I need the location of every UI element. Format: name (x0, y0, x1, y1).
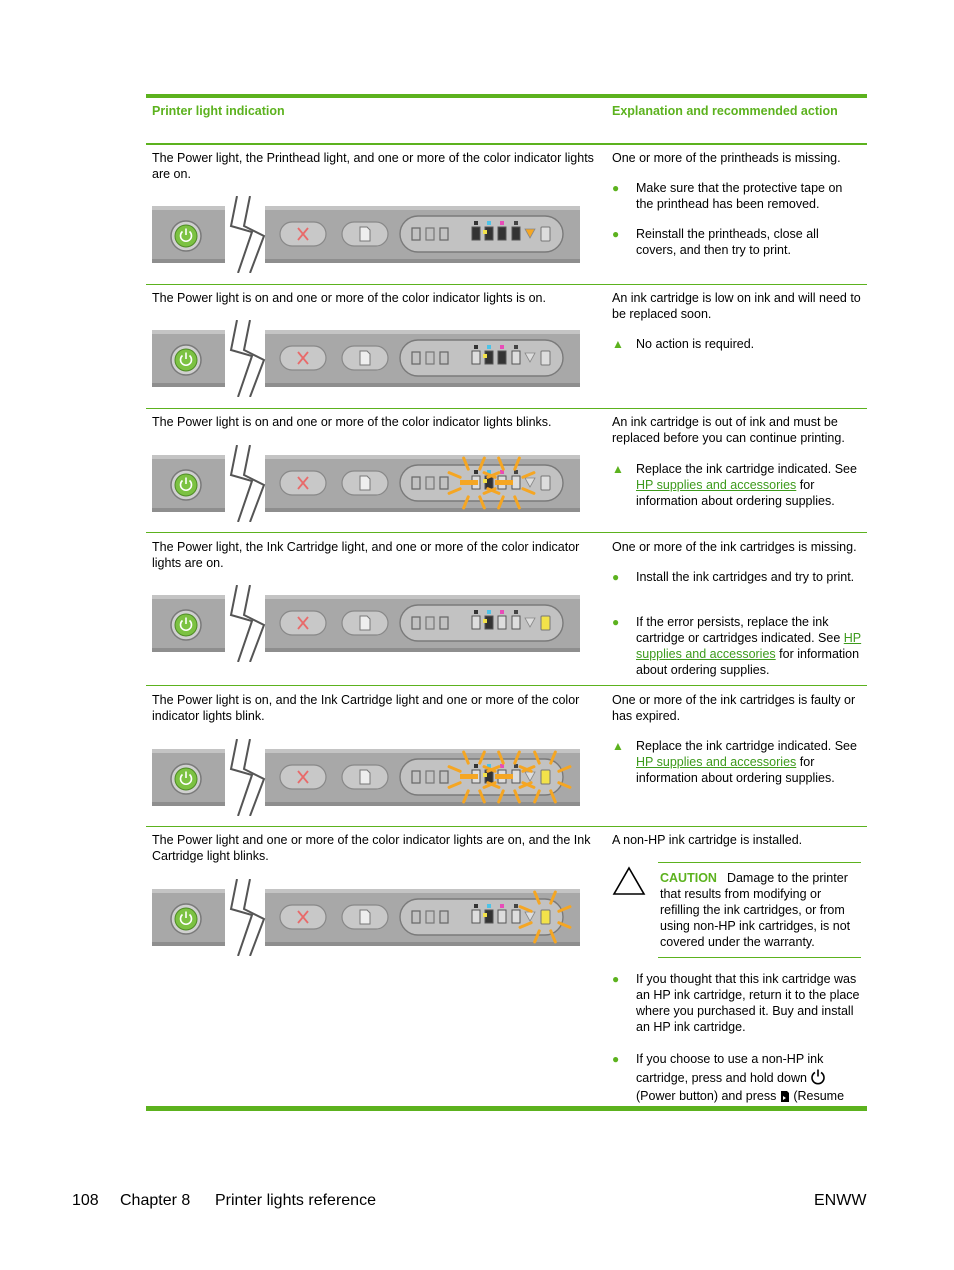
resume-button-icon (780, 1090, 790, 1103)
row-rule (146, 284, 867, 285)
row-3-triangle-item: ▲ Replace the ink cartridge indicated. See HP supplies and accessories for information about ordering supplies. (612, 462, 857, 508)
column-header-indication: Printer light indication (152, 104, 285, 118)
row-6-explanation: A non-HP ink cartridge is installed. (612, 833, 803, 847)
row-2-indication: The Power light is on and one or more of the color indicator lights is on. (152, 291, 546, 305)
row-3-indication: The Power light is on and one or more of the color indicator lights blinks. (152, 415, 552, 429)
bullet-icon: ● (612, 1052, 620, 1066)
printer-panel-illustration (152, 585, 580, 662)
row-4-bullet-2: ● If the error persists, replace the ink cartridge or cartridges indicated. See HP supplies and accessories for information about ordering supplies. (612, 615, 862, 677)
caution-bottom-rule (658, 957, 861, 958)
table-top-rule (146, 94, 867, 98)
row-2-triangle-item: ▲ No action is required. (612, 337, 755, 351)
bullet-icon: ● (612, 615, 620, 629)
triangle-bullet-icon: ▲ (612, 337, 624, 351)
row-1-bullet-2: ● Reinstall the printheads, close all covers, and then try to print. (612, 227, 819, 257)
caution-text: Damage to the printer that results from modifying or refilling the ink cartridges, or from using non-HP ink cartridges, is not covered under the warranty. (660, 871, 851, 949)
row-6-bullet-2: ● If you choose to use a non-HP ink cartridge, press and hold down (Power button) and press (Resume (612, 1052, 845, 1103)
header-rule (146, 143, 867, 145)
row-4-indication: The Power light, the Ink Cartridge light, and one or more of the color indicator lights are on. (152, 540, 580, 570)
row-6-indication: The Power light and one or more of the color indicator lights are on, and the Ink Cartridge light blinks. (152, 833, 591, 863)
row-5-indication: The Power light is on, and the Ink Cartridge light and one or more of the color indicator lights blink. (152, 693, 580, 723)
column-header-explanation: Explanation and recommended action (612, 104, 838, 118)
row-rule (146, 826, 867, 827)
row-5-triangle-item: ▲ Replace the ink cartridge indicated. See HP supplies and accessories for information about ordering supplies. (612, 739, 857, 785)
triangle-bullet-icon: ▲ (612, 739, 624, 753)
hp-supplies-link[interactable]: HP supplies and accessories (636, 478, 797, 492)
printer-panel-illustration (152, 879, 580, 956)
triangle-bullet-icon: ▲ (612, 462, 624, 476)
bullet-icon: ● (612, 181, 620, 195)
hp-supplies-link[interactable]: HP supplies and accessories (636, 755, 797, 769)
row-6-bullet-1: ● If you thought that this ink cartridge was an HP ink cartridge, return it to the place where you purchased it. Buy and install an HP ink cartridge. (612, 972, 860, 1034)
row-rule (146, 685, 867, 686)
bullet-icon: ● (612, 972, 620, 986)
row-2-explanation: An ink cartridge is low on ink and will need to be replaced soon. (612, 291, 861, 321)
bullet-icon: ● (612, 570, 620, 584)
caution-top-rule (658, 862, 861, 863)
table-bottom-rule (146, 1106, 867, 1111)
row-3-explanation: An ink cartridge is out of ink and must be replaced before you can continue printing. (612, 415, 845, 445)
printer-panel-illustration (152, 739, 580, 816)
row-rule (146, 532, 867, 533)
row-1-explanation: One or more of the printheads is missing. (612, 151, 841, 165)
caution-label: CAUTION (660, 871, 717, 885)
row-1-indication: The Power light, the Printhead light, and one or more of the color indicator lights are on. (152, 151, 594, 181)
caution-note (612, 862, 862, 958)
locale-code: ENWW (814, 1192, 867, 1209)
power-button-icon (810, 1068, 826, 1085)
caution-triangle-icon (612, 866, 646, 896)
row-4-bullet-1: ● Install the ink cartridges and try to print. (612, 570, 855, 584)
hp-supplies-link[interactable]: HP supplies and accessories (636, 631, 862, 661)
section-title: Printer lights reference (215, 1192, 376, 1209)
row-5-explanation: One or more of the ink cartridges is faulty or has expired. (612, 693, 856, 723)
row-1-bullet-1: ● Make sure that the protective tape on the printhead has been removed. (612, 181, 843, 211)
page-number: 108 (72, 1192, 99, 1209)
chapter-label: Chapter 8 (120, 1192, 191, 1209)
printer-panel-illustration (152, 445, 580, 522)
printer-panel-illustration (152, 196, 580, 273)
printer-panel-illustration (152, 320, 580, 397)
row-rule (146, 408, 867, 409)
bullet-icon: ● (612, 227, 620, 241)
row-4-explanation: One or more of the ink cartridges is missing. (612, 540, 857, 554)
